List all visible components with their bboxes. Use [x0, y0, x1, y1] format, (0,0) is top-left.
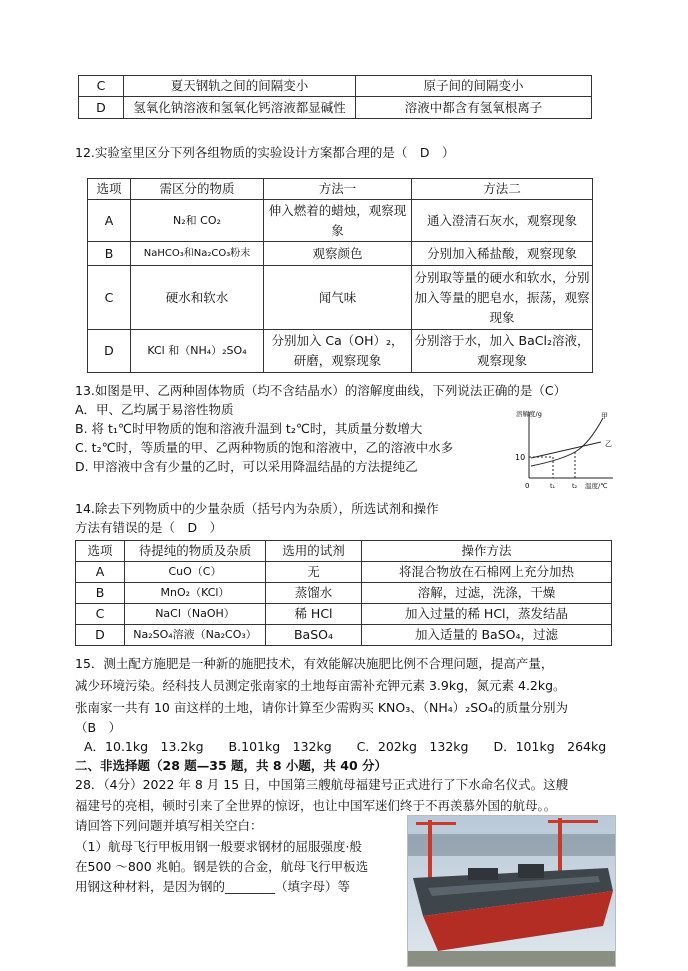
graph-xtick: 0 — [525, 482, 530, 490]
substance-cell: CuO（C） — [125, 562, 266, 583]
substance-cell: NaHCO₃和Na₂CO₃粉末 — [131, 242, 264, 266]
header-cell: 方法二 — [412, 179, 593, 200]
opt-cell: D — [79, 97, 124, 119]
phenomenon-cell: 氢氧化钠溶液和氢氧化钙溶液都显碱性 — [124, 97, 356, 119]
q12-stem: 12.实验室里区分下列各组物质的实验设计方案都合理的是（ D ） — [75, 145, 455, 160]
aircraft-carrier-photo — [407, 815, 616, 967]
carrier-illustration — [408, 816, 615, 966]
header-cell: 操作方法 — [362, 541, 612, 562]
opt-cell: D — [88, 330, 131, 373]
substance-cell: 硬水和软水 — [131, 266, 264, 330]
q28-line: （1）航母飞行甲板用钢一般要求钢材的屈服强度·般 — [75, 839, 362, 854]
operation-cell: 溶解，过滤，洗涤，干燥 — [362, 583, 612, 604]
q28-line: 请回答下列问题并填写相关空白： — [75, 818, 263, 833]
q28-line: 用钢这种材料，是因为钢的________（填字母）等 — [75, 879, 351, 894]
graph-xtick: t₁ — [550, 482, 556, 490]
reagent-cell: 无 — [266, 562, 362, 583]
explanation-cell: 溶液中都含有氢氧根离子 — [356, 97, 592, 119]
q15-line: 张南家一共有 10 亩这样的土地，请你计算至少需购买 KNO₃、（NH₄）₂SO₄的质量分别为 — [75, 700, 569, 715]
method1-cell: 观察颜色 — [264, 242, 412, 266]
graph-xtick: t₂ — [572, 482, 578, 490]
q28-line: 在500 ～800 兆帕。钢是铁的合金，航母飞行甲板选 — [75, 859, 369, 874]
table-top — [78, 75, 592, 119]
reagent-cell: BaSO₄ — [266, 625, 362, 646]
opt-cell: D — [76, 625, 125, 646]
reagent-cell: 稀 HCl — [266, 604, 362, 625]
q13-stem: 13.如图是甲、乙两种固体物质（均不含结晶水）的溶解度曲线，下列说法正确的是（C） — [75, 383, 567, 398]
substance-cell: N₂和 CO₂ — [131, 200, 264, 242]
method1-cell: 伸入燃着的蜡烛，观察现象 — [264, 200, 412, 242]
operation-cell: 将混合物放在石棉网上充分加热 — [362, 562, 612, 583]
method2-cell: 分别溶于水，加入 BaCl₂溶液，观察现象 — [412, 330, 593, 373]
phenomenon-cell: 夏天钢轨之间的间隔变小 — [124, 76, 356, 97]
method1-cell: 闻气味 — [264, 266, 412, 330]
explanation-cell: 原子间的间隔变小 — [356, 76, 592, 97]
series-label: 甲 — [601, 412, 608, 420]
opt-cell: C — [88, 266, 131, 330]
q13-option-c: C. t₂℃时，等质量的甲、乙两种物质的饱和溶液中，乙的溶液中水多 — [75, 440, 454, 455]
series-label: 乙 — [605, 440, 612, 448]
opt-cell: A — [88, 200, 131, 242]
q14-stem: 方法有错误的是（ D ） — [75, 520, 223, 535]
q13-option-d: D. 甲溶液中含有少量的乙时，可以采用降温结晶的方法提纯乙 — [75, 459, 418, 474]
opt-cell: C — [79, 76, 124, 97]
solubility-graph — [513, 408, 618, 490]
graph-xlabel: 温度/℃ — [585, 482, 608, 490]
q13-option-b: B. 将 t₁℃时甲物质的饱和溶液升温到 t₂℃时，其质量分数增大 — [75, 421, 423, 436]
operation-cell: 加入过量的稀 HCl，蒸发结晶 — [362, 604, 612, 625]
method1-cell: 分别加入 Ca（OH）₂，研磨，观察现象 — [264, 330, 412, 373]
q14-stem: 14.除去下列物质中的少量杂质（括号内为杂质），所选试剂和操作 — [75, 501, 439, 516]
substance-cell: MnO₂（KCl） — [125, 583, 266, 604]
q28-line: 福建号的亮相，顿时引来了全世界的惊讶，也让中国军迷们终于不再羡慕外国的航母。。 — [75, 798, 557, 813]
q13-option-a: A．甲、乙均属于易溶性物质 — [75, 402, 234, 417]
opt-cell: C — [76, 604, 125, 625]
q15-line: 减少环境污染。经科技人员测定张南家的土地每亩需补充钾元素 3.9kg，氮元素 4.2kg。 — [75, 678, 566, 693]
method2-cell: 分别加入稀盐酸，观察现象 — [412, 242, 593, 266]
curve-jia — [531, 418, 603, 466]
section-heading: 二、非选择题（28 题—35 题，共 8 小题，共 40 分） — [75, 758, 387, 773]
substance-cell: NaCl（NaOH） — [125, 604, 266, 625]
header-cell: 方法一 — [264, 179, 412, 200]
header-cell: 选项 — [76, 541, 125, 562]
header-cell: 需区分的物质 — [131, 179, 264, 200]
method2-cell: 通入澄清石灰水，观察现象 — [412, 200, 593, 242]
curve-yi — [531, 442, 601, 458]
substance-cell: KCl 和（NH₄）₂SO₄ — [131, 330, 264, 373]
opt-cell: B — [88, 242, 131, 266]
q12-table — [87, 178, 593, 373]
q15-line: 15．测土配方施肥是一种新的施肥技术，有效能解决施肥比例不合理问题，提高产量， — [75, 656, 554, 671]
reagent-cell: 蒸馏水 — [266, 583, 362, 604]
q14-table — [75, 540, 612, 646]
header-cell: 待提纯的物质及杂质 — [125, 541, 266, 562]
substance-cell: Na₂SO₄溶液（Na₂CO₃） — [125, 625, 266, 646]
method2-cell: 分别取等量的硬水和软水，分别加入等量的肥皂水，振荡，观察现象 — [412, 266, 593, 330]
opt-cell: A — [76, 562, 125, 583]
operation-cell: 加入适量的 BaSO₄，过滤 — [362, 625, 612, 646]
opt-cell: B — [76, 583, 125, 604]
header-cell: 选项 — [88, 179, 131, 200]
q15-answer: （B ） — [75, 720, 122, 735]
graph-ytick: 10 — [515, 453, 526, 462]
q15-options: A．10.1kg 13.2kg B.101kg 132kg C．202kg 132kg D．101kg 264kg — [84, 739, 607, 754]
graph-ylabel: 溶解度/g — [516, 410, 542, 418]
q28-line: 28．（4分）2022 年 8 月 15 日，中国第三艘航母福建号正式进行了下水命名仪式。这艘 — [75, 777, 569, 792]
header-cell: 选用的试剂 — [266, 541, 362, 562]
